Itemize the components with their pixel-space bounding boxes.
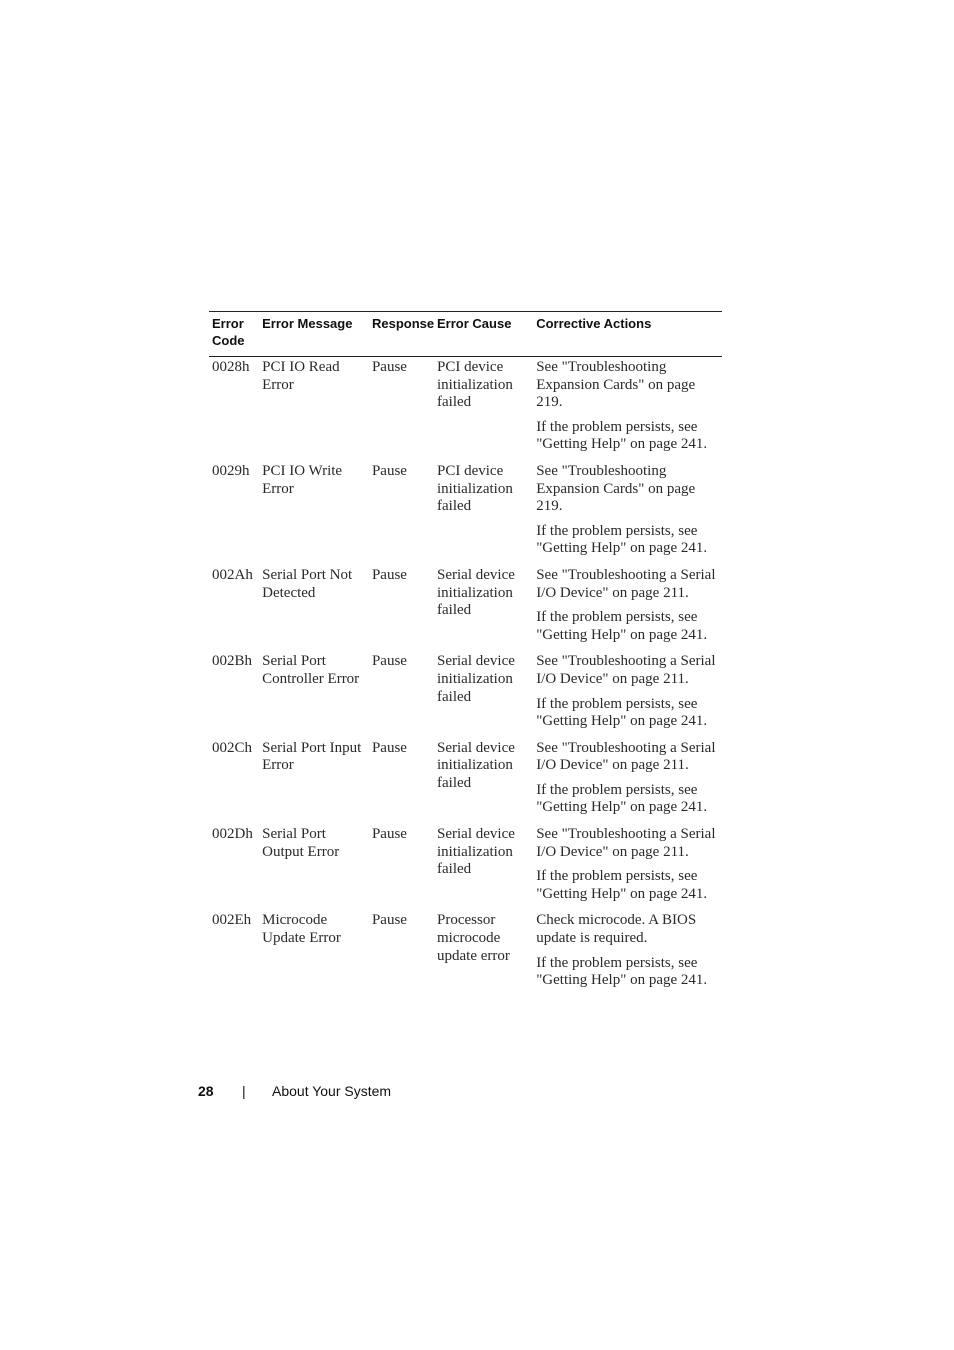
cell-error-cause: Serial device initialization failed bbox=[437, 826, 515, 878]
cell-corrective-actions bbox=[533, 565, 722, 651]
table-row bbox=[209, 738, 722, 824]
cell-corrective-actions bbox=[533, 357, 722, 461]
cell-corrective-actions bbox=[533, 824, 722, 910]
header-error-message: Error Message bbox=[262, 316, 353, 331]
corrective-action-paragraph: See "Troubleshooting a Serial I/O Device" on page 211. bbox=[536, 739, 716, 774]
cell-error-message: Serial Port Controller Error bbox=[262, 653, 360, 687]
cell-error-code: 0028h bbox=[212, 359, 250, 375]
cell-response: Pause bbox=[371, 739, 407, 756]
header-error-cause: Error Cause bbox=[437, 316, 512, 331]
footer-separator: | bbox=[242, 1083, 246, 1099]
cell-error-cause: PCI device initialization failed bbox=[437, 359, 513, 411]
cell-error-message: Serial Port Not Detected bbox=[262, 566, 353, 601]
cell-corrective-actions bbox=[533, 651, 722, 737]
cell-corrective-actions bbox=[533, 738, 722, 824]
header-error-code: Error Code bbox=[212, 316, 245, 348]
cell-error-cause: Serial device initialization failed bbox=[437, 739, 515, 791]
cell-error-cause: PCI device initialization failed bbox=[437, 462, 513, 515]
corrective-action-paragraph: See "Troubleshooting Expansion Cards" on page 219. bbox=[536, 462, 696, 515]
error-code-table bbox=[209, 311, 722, 997]
page-number: 28 bbox=[198, 1083, 214, 1099]
corrective-action-paragraph: See "Troubleshooting a Serial I/O Device" on page 211. bbox=[536, 566, 716, 601]
error-code-table-container bbox=[209, 311, 722, 997]
corrective-action-paragraph: Check microcode. A BIOS update is required. bbox=[536, 912, 697, 947]
corrective-action-paragraph: See "Troubleshooting a Serial I/O Device" on page 211. bbox=[536, 826, 716, 860]
cell-error-code: 0029h bbox=[212, 462, 250, 479]
header-response: Response bbox=[371, 316, 435, 331]
table-row bbox=[209, 651, 722, 737]
cell-error-code: 002Bh bbox=[212, 653, 253, 670]
cell-error-cause: Processor microcode update error bbox=[437, 912, 510, 964]
table-row bbox=[209, 910, 722, 996]
corrective-action-paragraph: If the problem persists, see "Getting Help" on page 241. bbox=[536, 609, 708, 643]
table-row bbox=[209, 461, 722, 565]
cell-error-message: Serial Port Input Error bbox=[262, 739, 362, 774]
table-row bbox=[209, 357, 722, 461]
table-body bbox=[209, 357, 722, 997]
cell-response: Pause bbox=[371, 912, 407, 929]
table-row bbox=[209, 565, 722, 651]
corrective-action-paragraph: If the problem persists, see "Getting Help" on page 241. bbox=[536, 418, 708, 453]
corrective-action-paragraph: If the problem persists, see "Getting Help" on page 241. bbox=[536, 868, 708, 902]
header-row bbox=[209, 312, 722, 357]
cell-error-code: 002Eh bbox=[212, 912, 252, 929]
section-title: About Your System bbox=[272, 1083, 392, 1099]
cell-response: Pause bbox=[371, 826, 407, 843]
cell-corrective-actions bbox=[533, 910, 722, 996]
corrective-action-paragraph: If the problem persists, see "Getting Help" on page 241. bbox=[536, 522, 708, 557]
corrective-action-paragraph: If the problem persists, see "Getting Help" on page 241. bbox=[536, 781, 708, 816]
cell-error-message: PCI IO Write Error bbox=[262, 462, 343, 497]
cell-response: Pause bbox=[371, 359, 407, 375]
cell-response: Pause bbox=[371, 653, 407, 670]
corrective-action-paragraph: See "Troubleshooting Expansion Cards" on page 219. bbox=[536, 359, 696, 411]
cell-error-code: 002Ch bbox=[212, 739, 253, 756]
cell-response: Pause bbox=[371, 462, 407, 479]
corrective-action-paragraph: If the problem persists, see "Getting Help" on page 241. bbox=[536, 695, 708, 730]
table-header bbox=[209, 312, 722, 357]
cell-corrective-actions bbox=[533, 461, 722, 565]
cell-error-message: PCI IO Read Error bbox=[262, 359, 340, 393]
cell-error-code: 002Dh bbox=[212, 826, 253, 843]
cell-error-cause: Serial device initialization failed bbox=[437, 653, 515, 705]
cell-error-message: Serial Port Output Error bbox=[262, 826, 340, 860]
corrective-action-paragraph: See "Troubleshooting a Serial I/O Device" on page 211. bbox=[536, 653, 716, 687]
header-corrective-actions: Corrective Actions bbox=[536, 316, 652, 331]
corrective-action-paragraph: If the problem persists, see "Getting Help" on page 241. bbox=[536, 954, 708, 989]
cell-error-code: 002Ah bbox=[212, 566, 253, 583]
cell-error-message: Microcode Update Error bbox=[262, 912, 341, 947]
cell-response: Pause bbox=[371, 566, 407, 583]
table-row bbox=[209, 824, 722, 910]
cell-error-cause: Serial device initialization failed bbox=[437, 566, 515, 619]
